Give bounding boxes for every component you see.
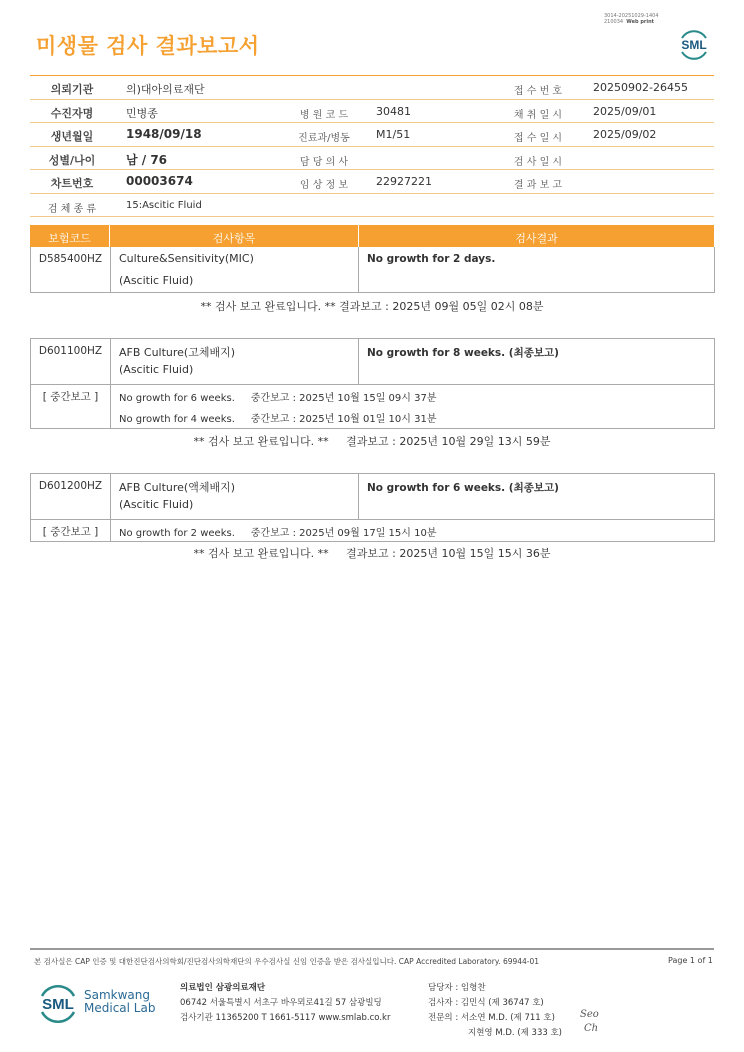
accreditation-notice: 본 검사실은 CAP 인증 및 대한진단검사의학회/진단검사의학재단의 우수검사실 신임 인증을 받은 검사실입니다. CAP Accredited Laboratory. 69944-01 (34, 957, 540, 966)
interim-report: No growth for 2 weeks. 중간보고 : 2025년 09월 17일 15시 10분 (119, 528, 437, 539)
sml-logo-text: SML (681, 38, 707, 52)
brand-name: Samkwang Medical Lab (84, 988, 156, 1015)
test-result: No growth for 2 days. (367, 253, 496, 265)
results-header: 보험코드 검사항목 검사결과 (30, 225, 714, 247)
sml-footer-logo-text: SML (42, 996, 74, 1013)
test-code: D601100HZ (38, 345, 103, 357)
page-number: Page 1 of 1 (668, 956, 713, 965)
test-result: No growth for 6 weeks. (최종보고) (367, 482, 559, 494)
interim-label: [ 중간보고 ] (42, 526, 99, 538)
test-item-specimen: (Ascitic Fluid) (119, 274, 194, 287)
info-row: 생년월일 1948/09/18 진료과/병동 M1/51 접 수 일 시 2025/09/02 (30, 123, 714, 147)
interim-report: No growth for 6 weeks. 중간보고 : 2025년 10월 15일 09시 37분 (119, 393, 437, 404)
info-row: 수진자명 민병종 병 원 코 드 30481 채 취 일 시 2025/09/01 (30, 100, 714, 124)
org-address: 의료법인 삼광의료재단 06742 서울특별시 서초구 바우뫼로41길 57 삼광빌딩 검사기관 11365200 T 1661-5117 www.smlab.co.kr (180, 983, 391, 1023)
completion-note: ** 검사 보고 완료입니다. ** 결과보고 : 2025년 09월 05일 02시 08분 (200, 300, 544, 313)
info-row: 차트번호 00003674 임 상 정 보 22927221 결 과 보 고 (30, 170, 714, 194)
test-block (30, 473, 715, 542)
interim-label: [ 중간보고 ] (42, 391, 99, 403)
test-item-specimen: (Ascitic Fluid) (119, 363, 194, 376)
sml-logo (676, 26, 712, 62)
test-item-specimen: (Ascitic Fluid) (119, 498, 194, 511)
info-row: 의뢰기관 의)대아의료재단 접 수 번 호 20250902-26455 (30, 76, 714, 100)
sml-footer-logo (36, 981, 80, 1025)
test-block (30, 338, 715, 429)
report-title: 미생물 검사 결과보고서 (36, 34, 260, 58)
print-code: 3014-20251029-1404 210034 Web print (604, 13, 659, 25)
completion-note: ** 검사 보고 완료입니다. ** 결과보고 : 2025년 10월 29일 13시 59분 (193, 435, 551, 448)
test-item: AFB Culture(고체배지) (119, 346, 236, 359)
info-row: 검 체 종 류 15:Ascitic Fluid (30, 194, 714, 218)
test-item: Culture&Sensitivity(MIC) (119, 252, 254, 265)
test-block (30, 247, 715, 293)
test-code: D601200HZ (38, 480, 103, 492)
test-code: D585400HZ (38, 253, 103, 265)
completion-note: ** 검사 보고 완료입니다. ** 결과보고 : 2025년 10월 15일 15시 36분 (193, 547, 551, 560)
footer-divider (30, 948, 714, 950)
test-item: AFB Culture(액체배지) (119, 481, 236, 494)
staff-list: 담당자 : 임형찬 검사자 : 김민식 (제 36747 호) 전문의 : 서소연 M.D. (제 711 호) 지현영 M.D. (제 333 호) (428, 983, 563, 1038)
info-row: 성별/나이 남 / 76 담 당 의 사 검 사 일 시 (30, 147, 714, 171)
signature: Seo Ch (580, 1009, 599, 1034)
test-result: No growth for 8 weeks. (최종보고) (367, 347, 559, 359)
patient-info (30, 75, 714, 217)
interim-report: No growth for 4 weeks. 중간보고 : 2025년 10월 01일 10시 31분 (119, 414, 437, 425)
